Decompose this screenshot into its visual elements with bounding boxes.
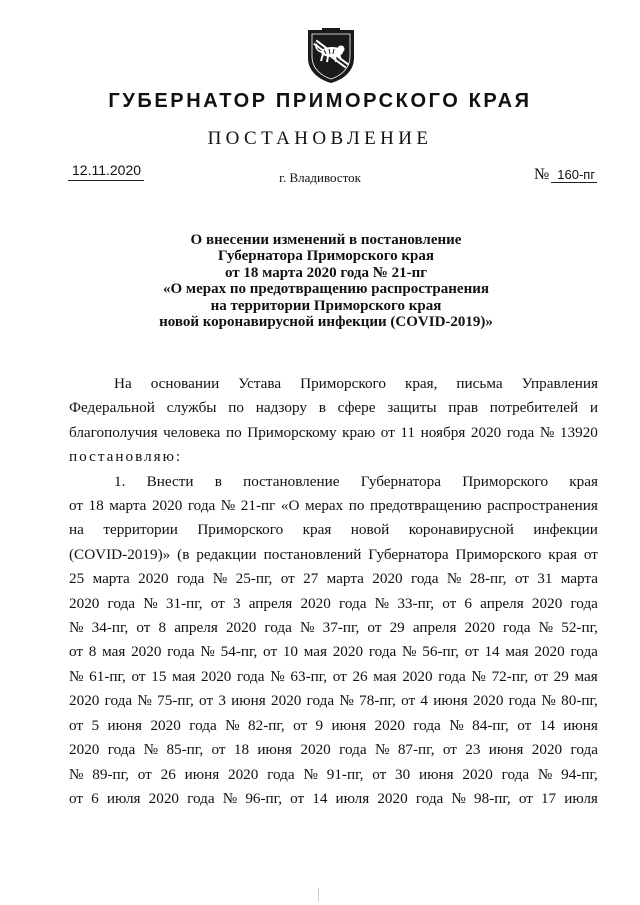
body-word: 23: [465, 741, 481, 759]
body-word: №: [374, 741, 390, 759]
body-word: №: [539, 423, 555, 441]
body-word: коронавирусной: [408, 521, 514, 539]
body-word: 2020: [473, 692, 504, 710]
body-word: 87-пг,: [397, 741, 435, 759]
body-word: года: [570, 741, 598, 759]
body-word: 94-пг,: [561, 765, 598, 783]
body-word: мерах: [304, 497, 344, 515]
body-word: от: [518, 789, 533, 807]
body-word: №: [143, 594, 158, 612]
body-line: [69, 494, 598, 518]
body-word: июня: [107, 716, 143, 734]
body-word: и: [589, 399, 598, 417]
body-word: территории: [103, 521, 178, 539]
body-word: июня: [433, 692, 468, 710]
body-word: защиты: [387, 399, 437, 417]
body-word: 2020: [531, 594, 563, 612]
body-word: года: [570, 643, 598, 661]
body-line: [69, 665, 598, 689]
body-word: 2020: [332, 643, 364, 661]
body-word: 8: [158, 619, 167, 637]
body-word: от: [290, 789, 305, 807]
body-word: 2020: [464, 619, 495, 637]
document-number: [534, 166, 597, 184]
body-word: по: [228, 399, 244, 417]
body-line: [69, 763, 598, 787]
body-line: [69, 689, 598, 713]
body-word: 6: [91, 789, 99, 807]
body-word: прав: [448, 399, 478, 417]
body-word: инфекции: [533, 521, 598, 539]
body-word: 2020: [225, 619, 257, 637]
body-word: по: [225, 423, 242, 441]
body-word: апреля: [480, 594, 524, 612]
body-word: 2020: [69, 594, 100, 612]
body-word: «О: [280, 497, 300, 515]
body-word: в: [214, 472, 222, 490]
body-word: Губернатора: [360, 472, 441, 490]
body-word: 72-пг,: [491, 667, 529, 685]
body-word: потребителей: [489, 399, 579, 417]
body-word: марта: [326, 570, 364, 588]
body-word: 2020: [69, 741, 100, 759]
body-word: года: [267, 765, 295, 783]
body-word: №: [303, 765, 318, 783]
body-line: [69, 592, 598, 616]
body-word: года: [570, 594, 598, 612]
body-word: мая: [505, 643, 529, 661]
body-word: 1.: [114, 472, 126, 490]
body-word: от: [533, 667, 548, 685]
body-word: года: [167, 643, 195, 661]
title-line: Губернатора Приморского края: [218, 248, 434, 265]
body-word: 2020: [151, 497, 183, 515]
body-word: года: [501, 765, 530, 783]
body-word: постановлений: [263, 545, 362, 563]
body-word: года: [237, 667, 265, 685]
body-word: №: [69, 667, 84, 685]
body-word: 25-пг,: [235, 570, 273, 588]
body-word: №: [270, 667, 285, 685]
body-word: новой: [350, 521, 390, 539]
body-word: Губернатора: [368, 545, 449, 563]
body-word: основании: [150, 375, 220, 392]
body-word: года: [508, 692, 537, 710]
body-word: №: [537, 765, 553, 783]
body-word: от: [464, 643, 479, 661]
body-word: (в: [177, 545, 190, 563]
body-word: края,: [404, 375, 438, 392]
body-word: 8: [88, 643, 97, 661]
body-word: 2020: [148, 789, 179, 807]
body-word: 28-пг,: [469, 570, 507, 588]
body-word: Устава: [238, 375, 282, 392]
body-word: надзору: [255, 399, 307, 417]
body-word: №: [222, 789, 238, 807]
authority-title: ГУБЕРНАТОР ПРИМОРСКОГО КРАЯ: [108, 90, 532, 112]
title-line: от 18 марта 2020 года № 21-пг: [224, 264, 428, 281]
body-word: года: [107, 741, 136, 759]
body-word: 2020: [462, 765, 493, 783]
body-word: от: [332, 667, 347, 685]
body-word: 17: [540, 789, 557, 807]
body-word: 18: [88, 497, 104, 515]
body-word: 2020: [470, 423, 502, 441]
body-word: 21-пг: [240, 497, 276, 515]
body-word: года: [107, 594, 136, 612]
body-word: 37-пг,: [322, 619, 360, 637]
body-word: апреля: [412, 619, 457, 637]
body-word: 78-пг,: [359, 692, 396, 710]
body-word: 25: [69, 570, 85, 588]
body-word: 14: [539, 716, 555, 734]
body-word: 52-пг,: [561, 619, 598, 637]
body-word: мая: [303, 643, 327, 661]
body-word: 89-пг,: [92, 765, 129, 783]
body-word: 63-пг,: [290, 667, 328, 685]
body-word: Приморскому: [247, 423, 337, 441]
body-word: 14: [484, 643, 500, 661]
body-line: [69, 518, 598, 542]
body-word: июня: [231, 692, 266, 710]
body-word: Внести: [146, 472, 194, 490]
body-word: №: [69, 619, 84, 637]
body-word: июня: [257, 741, 293, 759]
body-word: №: [137, 692, 152, 710]
document-date: 12.11.2020: [72, 162, 142, 178]
body-word: края: [569, 472, 598, 490]
body-word: 31-пг,: [165, 594, 203, 612]
body-word: №: [374, 594, 390, 612]
body-word: №: [212, 570, 228, 588]
body-word: №: [446, 570, 462, 588]
body-word: №: [451, 789, 466, 807]
body-word: от: [210, 594, 225, 612]
body-word: 18: [233, 741, 250, 759]
body-word: 84-пг,: [472, 716, 509, 734]
document-type: ПОСТАНОВЛЕНИЕ: [207, 128, 433, 149]
body-word: края: [548, 545, 577, 563]
body-word: марта: [560, 570, 598, 588]
body-line: [69, 714, 598, 738]
body-word: апреля: [174, 619, 218, 637]
body-word: 80-пг,: [561, 692, 598, 710]
body-word: 3: [218, 692, 226, 710]
body-word: от: [517, 716, 532, 734]
body-word: от: [401, 692, 416, 710]
body-word: 2020: [531, 741, 563, 759]
body-word: от: [69, 643, 84, 661]
body-line: [69, 787, 598, 811]
title-line: на территории Приморского края: [210, 297, 442, 314]
body-word: 91-пг,: [326, 765, 364, 783]
body-word: ноября: [420, 423, 466, 441]
body-word: №: [200, 643, 215, 661]
body-word: краю: [342, 423, 376, 441]
body-word: №: [225, 716, 240, 734]
body-line: [69, 738, 598, 762]
body-word: от: [263, 643, 278, 661]
body-word: мая: [373, 667, 397, 685]
body-word: 2020: [402, 667, 433, 685]
body-word: 2020: [377, 789, 408, 807]
body-word: 2020: [201, 667, 232, 685]
body-word: №: [69, 765, 84, 783]
body-word: года: [413, 716, 441, 734]
title-line: новой коронавирусной инфекции (COVID-2019)»: [159, 314, 493, 331]
body-word: Приморского: [197, 521, 284, 539]
body-word: от: [137, 765, 152, 783]
body-word: июля: [335, 789, 370, 807]
document-title: [60, 232, 592, 330]
body-word: 2020: [227, 765, 259, 783]
body-word: 33-пг,: [397, 594, 435, 612]
body-word: от: [280, 570, 295, 588]
body-word: (COVID-2019)»: [69, 545, 171, 563]
body-word: 11: [400, 423, 416, 441]
body-word: №: [220, 497, 236, 515]
body-word: марта: [109, 497, 147, 515]
body-word: №: [300, 619, 315, 637]
body-word: 34-пг,: [91, 619, 129, 637]
body-word: июля: [106, 789, 141, 807]
body-word: 10: [282, 643, 298, 661]
body-word: 2020: [69, 692, 100, 710]
body-word: года: [503, 619, 531, 637]
body-word: года: [368, 643, 397, 661]
body-word: от: [69, 789, 84, 807]
body-word: 30: [395, 765, 411, 783]
body-word: 31: [537, 570, 553, 588]
body-word: июня: [563, 716, 598, 734]
body-word: на: [69, 521, 84, 539]
number-value: 160-пг: [551, 167, 597, 183]
body-word: №: [143, 741, 159, 759]
body-word: 15: [151, 667, 167, 685]
body-word: от: [69, 716, 84, 734]
body-word: от: [514, 570, 529, 588]
body-word: 2020: [131, 643, 162, 661]
body-word: по: [348, 497, 365, 515]
body-word: июля: [564, 789, 598, 807]
body-word: Федеральной: [69, 399, 155, 417]
body-word: от: [211, 741, 226, 759]
body-word: постановление: [243, 472, 340, 490]
body-word: 2020: [300, 741, 331, 759]
title-line: «О мерах по предотвращению распространения: [163, 281, 489, 298]
body-word: года: [189, 716, 217, 734]
body-word: года: [415, 789, 444, 807]
body-word: года: [339, 594, 367, 612]
body-line: [69, 616, 598, 640]
body-word: от: [136, 619, 151, 637]
body-line: [69, 567, 598, 591]
body-word: от: [442, 594, 457, 612]
body-word: 61-пг,: [89, 667, 126, 685]
body-word: от: [380, 423, 395, 441]
title-line: О внесении изменений в постановление: [190, 232, 462, 248]
body-word: 3: [232, 594, 241, 612]
footer-mark: [318, 888, 319, 902]
body-word: 26: [352, 667, 368, 685]
body-word: 2020: [300, 594, 331, 612]
body-word: апреля: [248, 594, 293, 612]
body-word: от: [69, 497, 84, 515]
body-word: №: [339, 692, 354, 710]
body-word: года: [264, 619, 292, 637]
body-word: от: [583, 545, 598, 563]
body-line: постановляю:: [69, 448, 183, 466]
body-word: 6: [464, 594, 472, 612]
body-word: №: [541, 692, 556, 710]
body-word: марта: [92, 570, 130, 588]
body-word: июня: [184, 765, 220, 783]
body-word: №: [449, 716, 464, 734]
body-line: [69, 421, 598, 445]
number-sign: №: [534, 166, 550, 183]
body-word: от: [367, 619, 382, 637]
body-line: [69, 470, 598, 494]
body-word: службы: [166, 399, 217, 417]
body-line: [69, 543, 598, 567]
body-word: благополучия: [69, 423, 158, 441]
body-word: Приморского: [455, 545, 542, 563]
body-word: края: [302, 521, 332, 539]
body-word: письма: [456, 375, 503, 392]
body-word: от: [372, 765, 387, 783]
body-word: 27: [303, 570, 319, 588]
body-word: 82-пг,: [248, 716, 285, 734]
body-word: 2020: [271, 692, 302, 710]
body-word: мая: [574, 667, 598, 685]
body-word: сфере: [337, 399, 376, 417]
body-word: 54-пг,: [220, 643, 258, 661]
body-word: Приморского: [300, 375, 386, 392]
body-word: 4: [420, 692, 428, 710]
body-word: июня: [488, 741, 524, 759]
document-city: г. Владивосток: [279, 170, 361, 185]
body-word: редакции: [196, 545, 257, 563]
body-word: от: [199, 692, 214, 710]
body-line: [69, 640, 598, 664]
body-word: 26: [160, 765, 176, 783]
document-body: [69, 372, 598, 811]
body-word: от: [131, 667, 146, 685]
body-line: [69, 396, 598, 420]
body-word: 96-пг,: [245, 789, 282, 807]
body-word: 29: [389, 619, 405, 637]
body-word: №: [471, 667, 486, 685]
body-word: №: [538, 619, 554, 637]
body-word: мая: [172, 667, 196, 685]
body-word: мая: [102, 643, 126, 661]
body-word: 2020: [372, 570, 403, 588]
body-word: №: [402, 643, 417, 661]
body-word: года: [187, 497, 216, 515]
body-word: 9: [315, 716, 324, 734]
body-word: в: [318, 399, 326, 417]
body-word: предотвращению: [369, 497, 482, 515]
coat-of-arms-icon: [302, 28, 360, 84]
body-word: 13920: [559, 423, 598, 441]
body-line: [69, 372, 598, 396]
body-word: года: [411, 570, 439, 588]
body-word: 2020: [374, 716, 405, 734]
body-word: 2020: [150, 716, 181, 734]
body-word: 14: [312, 789, 328, 807]
body-word: года: [506, 423, 535, 441]
body-word: 5: [91, 716, 100, 734]
body-word: 2020: [138, 570, 169, 588]
body-word: года: [176, 570, 205, 588]
body-word: года: [339, 741, 367, 759]
body-word: от: [293, 716, 308, 734]
body-word: На: [114, 375, 132, 392]
body-word: года: [306, 692, 335, 710]
body-word: 56-пг,: [422, 643, 459, 661]
body-word: 85-пг,: [166, 741, 204, 759]
body-word: июня: [419, 765, 454, 783]
body-word: года: [187, 789, 215, 807]
body-word: Приморского: [462, 472, 549, 490]
body-word: года: [104, 692, 133, 710]
body-word: 75-пг,: [157, 692, 194, 710]
body-word: Управления: [521, 375, 598, 392]
body-word: распространения: [487, 497, 598, 515]
body-word: 98-пг,: [474, 789, 511, 807]
body-word: июня: [331, 716, 367, 734]
body-word: человека: [163, 423, 221, 441]
body-word: 29: [553, 667, 569, 685]
body-word: года: [438, 667, 466, 685]
body-word: 2020: [534, 643, 565, 661]
body-word: от: [442, 741, 457, 759]
